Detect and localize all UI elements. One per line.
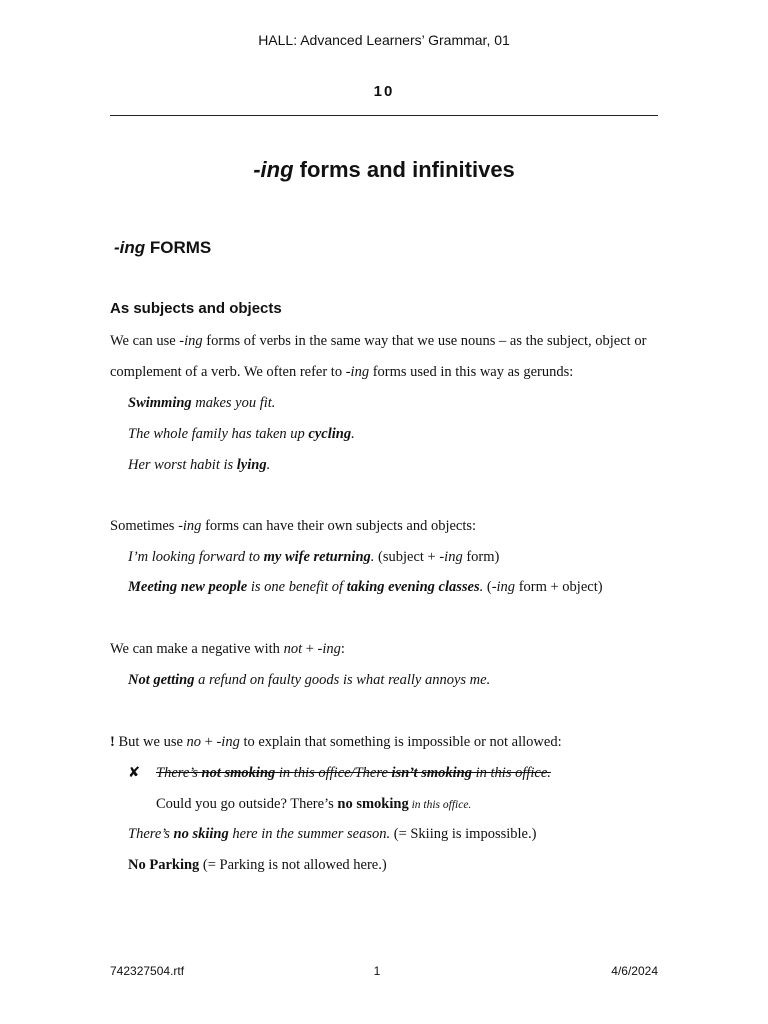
paragraph-line: We can make a negative with not + -ing:: [110, 641, 345, 657]
example-line: There’s no skiing here in the summer season. (= Skiing is impossible.): [128, 826, 537, 842]
example-line: Meeting new people is one benefit of taking evening classes. (-ing form + object): [128, 579, 603, 595]
example-line: Her worst habit is lying.: [128, 457, 271, 473]
section-title-rest: FORMS: [145, 238, 212, 257]
example-line: Could you go outside? There’s no smoking in this office.: [156, 796, 472, 812]
chapter-number: 10: [373, 83, 395, 100]
subsection-title: As subjects and objects: [110, 300, 282, 317]
footer-filename: 742327504.rtf: [110, 964, 185, 978]
paragraph-line: complement of a verb. We often refer to -ing forms used in this way as gerunds:: [110, 364, 574, 380]
section-title: [114, 238, 211, 258]
paragraph-line: We can use -ing forms of verbs in the same way that we use nouns – as the subject, object or: [110, 333, 647, 349]
cross-icon: ✘: [128, 765, 141, 781]
running-header: HALL: Advanced Learners’ Grammar, 01: [258, 32, 510, 48]
example-line: The whole family has taken up cycling.: [128, 426, 355, 442]
chapter-title-rest: forms and infinitives: [293, 157, 515, 182]
example-line: Not getting a refund on faulty goods is what really annoys me.: [128, 672, 491, 688]
paragraph-line: Sometimes -ing forms can have their own subjects and objects:: [110, 518, 477, 534]
example-line: ✘ There’s not smoking in this office/There isn’t smoking in this office.: [128, 765, 551, 781]
footer-page-number: 1: [373, 964, 381, 978]
footer-date: 4/6/2024: [611, 964, 658, 978]
chapter-title: [0, 157, 768, 183]
section-title-ital: -ing: [114, 238, 146, 257]
chapter-title-ital: -ing: [253, 157, 294, 182]
example-line: Swimming makes you fit.: [128, 395, 276, 411]
example-line: I’m looking forward to my wife returning. (subject + -ing form): [128, 549, 500, 565]
header-rule: [110, 115, 658, 116]
example-line: No Parking (= Parking is not allowed here.): [128, 857, 387, 873]
paragraph-line: ! But we use no + -ing to explain that something is impossible or not allowed:: [110, 734, 562, 750]
